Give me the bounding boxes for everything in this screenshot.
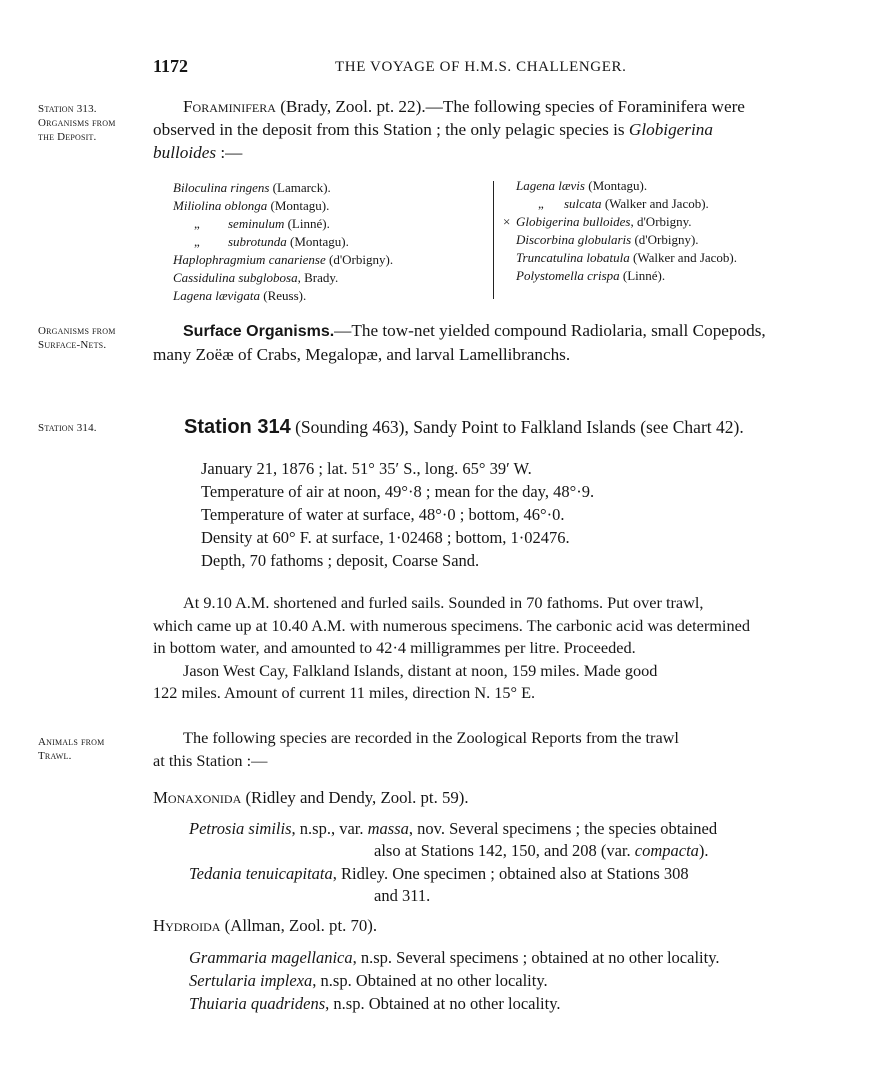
- margin-note-line: Trawl.: [38, 750, 72, 762]
- species-name: Sertularia implexa: [189, 971, 313, 990]
- narrative-line: in bottom water, and amounted to 42·4 milligrammes per litre. Proceeded.: [153, 638, 636, 657]
- list-item: [516, 195, 737, 213]
- monaxonida-heading: [153, 788, 469, 808]
- list-item: [516, 177, 737, 195]
- ditto-mark: „: [194, 216, 200, 231]
- species-entry: [189, 946, 839, 969]
- station-314-title: [184, 416, 744, 439]
- species-authority: , d'Orbigny.: [630, 214, 692, 229]
- species-name: Cassidulina subglobosa: [173, 270, 298, 285]
- page-number: 1172: [153, 56, 189, 76]
- foraminifera-line2: observed in the deposit from this Station ; the only pelagic species is: [153, 120, 629, 139]
- monaxonida-entries: [189, 818, 835, 907]
- trawl-intro-line: at this Station :—: [153, 750, 268, 770]
- species-authority: (Linné).: [619, 268, 666, 283]
- ditto-mark: „: [194, 234, 200, 249]
- species-name: Grammaria magellanica: [189, 948, 353, 967]
- species-authority: (Montagu).: [584, 178, 648, 193]
- detail-line: January 21, 1876 ; lat. 51° 35′ S., long. 65° 39′ W.: [201, 459, 532, 478]
- pelagic-species-epithet: bulloides: [153, 143, 217, 162]
- narrative-line: At 9.10 A.M. shortened and furled sails. Sounded in 70 fathoms. Put over trawl,: [183, 593, 704, 612]
- species-name: Biloculina ringens: [173, 180, 270, 195]
- margin-note-line: the Deposit.: [38, 131, 97, 143]
- species-name: Thuiaria quadridens: [189, 994, 326, 1013]
- pelagic-species-genus: Globigerina: [628, 120, 713, 139]
- foraminifera-heading: Foraminifera: [183, 97, 276, 116]
- species-entry: [189, 863, 835, 885]
- taxon-name: Monaxonida: [153, 788, 242, 807]
- detail-line: Temperature of air at noon, 49°·8 ; mean for the day, 48°·9.: [201, 482, 595, 501]
- species-authority: (Montagu).: [267, 198, 330, 213]
- species-name: Haplophragmium canariense: [173, 252, 326, 267]
- species-entry-continuation: [189, 840, 835, 862]
- species-authority: (Linné).: [284, 216, 330, 231]
- list-item: [516, 249, 737, 267]
- entry-text: , n.sp. Obtained at no other locality.: [312, 971, 548, 990]
- species-name: Polystomella crispa: [516, 268, 620, 283]
- species-list-left: [173, 179, 393, 305]
- narrative-line: 122 miles. Amount of current 11 miles, direction N. 15° E.: [153, 683, 536, 702]
- species-authority: (Reuss).: [260, 288, 307, 303]
- list-item: [173, 197, 393, 215]
- species-name: Lagena lævis: [516, 178, 585, 193]
- entry-text: , nov. Several specimens ; the species obtained: [408, 819, 718, 838]
- narrative-line: Jason West Cay, Falkland Islands, distant at noon, 159 miles. Made good: [183, 660, 658, 680]
- trawl-intro-line: The following species are recorded in the Zoological Reports from the trawl: [183, 728, 679, 747]
- detail-line: Depth, 70 fathoms ; deposit, Coarse Sand.: [201, 551, 480, 570]
- species-name: Globigerina bulloides: [516, 214, 631, 229]
- taxon-ref: (Ridley and Dendy, Zool. pt. 59).: [241, 788, 469, 807]
- station-title-number: Station 314: [184, 416, 291, 438]
- species-authority: (Walker and Jacob).: [629, 250, 738, 265]
- list-item: [173, 215, 393, 233]
- taxon-ref: (Allman, Zool. pt. 70).: [220, 916, 378, 935]
- variety-name: compacta: [634, 841, 699, 860]
- list-item: [173, 269, 393, 287]
- surface-text: many Zoëæ of Crabs, Megalopæ, and larval Lamellibranchs.: [153, 345, 571, 364]
- hydroida-entries: [189, 946, 839, 1015]
- list-item: [516, 267, 737, 285]
- list-item: [503, 213, 737, 231]
- detail-line: Density at 60° F. at surface, 1·02468 ; bottom, 1·02476.: [201, 528, 570, 547]
- species-entry: [189, 818, 835, 840]
- species-authority: (Walker and Jacob).: [601, 196, 709, 211]
- margin-note-line: Organisms from: [38, 325, 116, 337]
- species-name: Miliolina oblonga: [173, 198, 268, 213]
- entry-text: , n.sp. Several specimens ; obtained at no other locality.: [352, 948, 720, 967]
- species-name: Petrosia similis: [189, 819, 292, 838]
- entry-text: , Ridley. One specimen ; obtained also at Stations 308: [332, 864, 689, 883]
- margin-note-line: Station 314.: [38, 422, 97, 434]
- species-authority: , Brady.: [297, 270, 339, 285]
- entry-text: , n.sp. Obtained at no other locality.: [325, 994, 561, 1013]
- detail-line: Temperature of water at surface, 48°·0 ; bottom, 46°·0.: [201, 505, 565, 524]
- surface-organisms-heading: Surface Organisms.: [183, 323, 335, 340]
- surface-text: —The tow-net yielded compound Radiolaria, small Copepods,: [334, 321, 766, 340]
- entry-text: also at Stations 142, 150, and 208 (var.: [374, 841, 635, 860]
- species-authority: (d'Orbigny).: [325, 252, 394, 267]
- margin-note-line: Station 313.: [38, 103, 97, 115]
- species-name: subrotunda: [228, 234, 287, 249]
- line-tail: :—: [216, 143, 243, 162]
- species-name: Lagena lævigata: [173, 288, 261, 303]
- ditto-mark: „: [538, 196, 544, 211]
- column-divider: [493, 181, 494, 299]
- margin-note-trawl: [38, 735, 104, 763]
- foraminifera-paragraph: [153, 95, 843, 164]
- margin-note-line: Organisms from: [38, 117, 116, 129]
- margin-note-line: Surface-Nets.: [38, 339, 107, 351]
- entry-text: , n.sp., var.: [291, 819, 368, 838]
- station-details: [201, 457, 594, 572]
- species-entry: [189, 969, 839, 992]
- surface-organisms-paragraph: [153, 319, 843, 366]
- species-authority: (d'Orbigny).: [631, 232, 699, 247]
- species-list-right: [503, 177, 738, 285]
- variety-name: massa: [367, 819, 409, 838]
- margin-note-surface-nets: [38, 324, 116, 352]
- foraminifera-ref: (Brady, Zool. pt. 22).—The following species of Foraminifera were: [275, 97, 745, 116]
- list-item: [173, 233, 393, 251]
- taxon-name: Hydroida: [153, 916, 221, 935]
- list-item: [516, 231, 737, 249]
- narrative-line: which came up at 10.40 A.M. with numerous specimens. The carbonic acid was determined: [153, 615, 750, 635]
- species-authority: (Montagu).: [286, 234, 349, 249]
- species-name: sulcata: [564, 196, 602, 211]
- species-authority: (Lamarck).: [269, 180, 331, 195]
- species-name: seminulum: [228, 216, 285, 231]
- species-name: Tedania tenuicapitata: [189, 864, 333, 883]
- margin-note-station-313: [38, 102, 116, 144]
- species-entry: [189, 992, 839, 1015]
- narrative-paragraph: [153, 592, 838, 705]
- pelagic-mark: ×: [503, 214, 511, 229]
- list-item: [173, 287, 393, 305]
- margin-note-line: Animals from: [38, 736, 105, 748]
- species-name: Discorbina globularis: [516, 232, 632, 247]
- list-item: [173, 179, 393, 197]
- species-name: Truncatulina lobatula: [516, 250, 630, 265]
- species-entry-continuation: and 311.: [374, 886, 431, 905]
- margin-note-station-314: [38, 421, 97, 435]
- station-title-rest: (Sounding 463), Sandy Point to Falkland Islands (see Chart 42).: [290, 417, 744, 437]
- entry-text: ).: [698, 841, 709, 860]
- list-item: [173, 251, 393, 269]
- trawl-intro: [153, 727, 838, 772]
- running-title: THE VOYAGE OF H.M.S. CHALLENGER.: [335, 59, 627, 75]
- hydroida-heading: [153, 916, 377, 936]
